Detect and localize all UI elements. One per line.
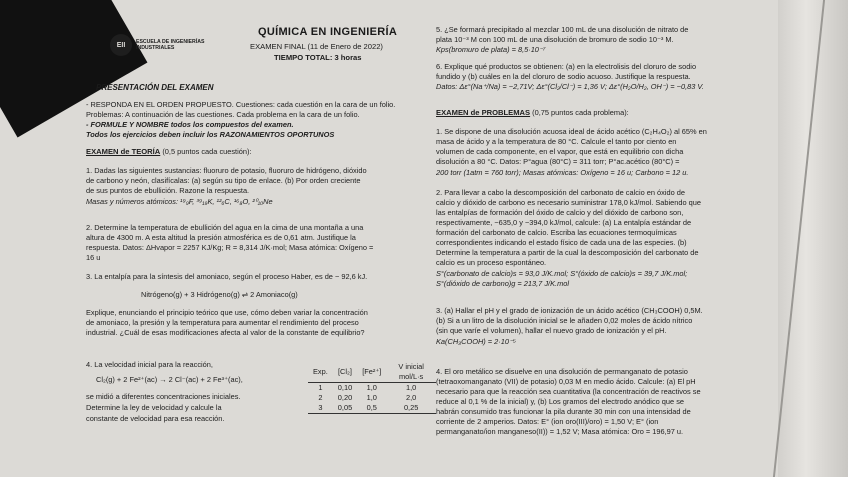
pres-line-1: - RESPONDA EN EL ORDEN PROPUESTO. Cuestiones: cada cuestión en la cara de un folio. [86, 100, 396, 109]
p4-line-b: (tetraoxomanganato (VII) de potasio) 0,03 M en medio ácido. Calcule: (a) El pH [436, 377, 696, 386]
q5-line-a: 5. ¿Se formará precipitado al mezclar 100 mL de una disolución de nitrato de [436, 25, 689, 34]
p1-line-b: masa de ácido y a la temperatura de 80 °C. Calcule el tanto por ciento en [436, 137, 677, 146]
q2-line-a: 2. Determine la temperatura de ebullición del agua en la cima de una montaña a una [86, 223, 364, 232]
q3-line-e: industrial. ¿Cuál de esas modificaciones afecta al valor de la constante de equilibrio? [86, 328, 365, 337]
table-row [308, 403, 436, 414]
pres-line-4: Todos los ejercicios deben incluir los RAZONAMIENTOS OPORTUNOS [86, 130, 335, 139]
table-cell: 0,25 [403, 403, 419, 412]
p1-line-e: 200 torr (1atm = 760 torr); Masas atómicas: Oxígeno = 16 u; Carbono = 12 u. [436, 168, 689, 177]
exam-page [58, 0, 798, 477]
p2-line-e: formación del carbonato de calcio. Escriba las ecuaciones termoquímicas [436, 228, 677, 237]
exam-time: TIEMPO TOTAL: 3 horas [274, 53, 362, 62]
p3-line-c: (sin que varíe el volumen), hallar el nuevo grado de ionización y el pH. [436, 326, 667, 335]
table-cell: 1,0 [366, 393, 377, 402]
p3-line-b: (b) Si a un litro de la disolución inicial se le añaden 0,02 moles de ácido nítrico [436, 316, 693, 325]
q1-line-a: 1. Dadas las siguientes sustancias: fluoruro de potasio, fluoruro de hidrógeno, dióxido [86, 166, 367, 175]
q3-line-d: de amoniaco, la presión y la temperatura para aumentar el rendimiento del proceso [86, 318, 359, 327]
table-cell: 0,20 [337, 393, 353, 402]
p2-line-i: S°(carbonato de calcio)s = 93,0 J/K.mol; S°(óxido de calcio)s = 39,7 J/K.mol; [436, 269, 688, 278]
p4-line-f: corriente de 2 amperios. Datos: E° (ion oro(III)/oro) = 1,50 V; E° (ion [436, 417, 659, 426]
table-cell: 0,05 [337, 403, 353, 412]
table-cell: 0,5 [366, 403, 377, 412]
q4-line-a: 4. La velocidad inicial para la reacción, [86, 360, 213, 369]
problems-heading: EXAMEN de PROBLEMAS [436, 108, 531, 117]
table-cell: 3 [318, 403, 323, 412]
table-cell: 1,0 [406, 383, 417, 392]
q3-equation: Nitrógeno(g) + 3 Hidrógeno(g) ⇌ 2 Amoniaco(g) [141, 290, 298, 299]
p4-line-e: habrán consumido tras funcionar la pila durante 30 min con una intensidad de [436, 407, 691, 416]
p1-line-a: 1. Se dispone de una disolución acuosa ideal de ácido acético (C₂H₄O₂) al 65% en [436, 127, 707, 136]
q3-line-c: Explique, enunciando el principio teórico que use, cómo deben variar la concentración [86, 308, 368, 317]
table-row [308, 393, 436, 403]
logo-text: ESCUELA DE INGENIERÍAS INDUSTRIALES [136, 39, 205, 51]
p3-line-d: Ka(CH₃COOH) = 2·10⁻⁵ [436, 337, 516, 346]
p2-line-d: respectivamente, −635,0 y −394,0 kJ/mol, calcule: (a) La entalpía estándar de [436, 218, 692, 227]
q5-line-c: Kps(bromuro de plata) = 8,5·10⁻⁷ [436, 45, 546, 54]
table-row [308, 383, 436, 394]
p3-line-a: 3. (a) Hallar el pH y el grado de ionización de un ácido acético (CH₃COOH) 0,5M. [436, 306, 703, 315]
p2-line-c: las entalpías de formación del óxido de calcio y del dióxido de carbono son, [436, 208, 684, 217]
table-cell: 1,0 [366, 383, 377, 392]
table-header: [Cl₂] [338, 367, 352, 376]
table-header: V inicial mol/L·s [398, 362, 424, 381]
p1-line-d: disolución a 80 °C. Datos: P°agua (80°C) = 311 torr; P°ac.acético (80°C) = [436, 157, 680, 166]
p4-line-g: permanganato/ion manganeso(II)) = 1,52 V; Masa atómica: Oro = 196,97 u. [436, 427, 684, 436]
q6-line-c: Datos: Δε°(Na⁺/Na) = −2,71V; Δε°(Cl₂/Cl⁻) = 1,36 V; Δε°(H₂O/H₂, OH⁻) = −0,83 V. [436, 82, 704, 91]
q4-equation: Cl₂(g) + 2 Fe²⁺(ac) → 2 Cl⁻(ac) + 2 Fe³⁺(ac), [96, 375, 243, 384]
theory-points: (0,5 puntos cada cuestión): [162, 147, 252, 156]
q6-line-a: 6. Explique qué productos se obtienen: (a) en la electrolisis del cloruro de sodio [436, 62, 697, 71]
school-logo [110, 34, 206, 56]
p2-line-h: calcio es un proceso espontáneo. [436, 258, 547, 267]
q3-line-a: 3. La entalpía para la síntesis del amoniaco, según el proceso Haber, es de − 92,6 kJ. [86, 272, 368, 281]
q2-line-d: 16 u [86, 253, 101, 262]
table-cell: 2,0 [406, 393, 417, 402]
problems-points: (0,75 puntos cada problema): [532, 108, 629, 117]
p2-line-f: correspondientes indicando el estado físico de cada una de las especies. (b) [436, 238, 687, 247]
q4-line-e: constante de velocidad para esa reacción. [86, 414, 225, 423]
exam-date: EXAMEN FINAL (11 de Enero de 2022) [250, 42, 383, 51]
theory-heading-line [86, 147, 251, 156]
exam-title: QUÍMICA EN INGENIERÍA [258, 26, 398, 38]
q5-line-b: plata 10⁻³ M con 100 mL de una disolución de bromuro de sodio 10⁻³ M. [436, 35, 674, 44]
p2-line-j: S°(dióxido de carbono)g = 213,7 J/K.mol [436, 279, 569, 288]
p4-line-a: 4. El oro metálico se disuelve en una disolución de permanganato de potasio [436, 367, 688, 376]
p2-line-b: calcio y dióxido de carbono es necesario suministrar 178,0 kJ/mol. Sabiendo que [436, 198, 701, 207]
table-cell: 0,10 [337, 383, 353, 392]
table-header-row [308, 362, 436, 383]
table-header: Exp. [313, 367, 328, 376]
p2-line-a: 2. Para llevar a cabo la descomposición del carbonato de calcio en óxido de [436, 188, 685, 197]
q1-line-b: de carbono y neón, clasifícalas: (a) según su tipo de enlace. (b) Por orden creciente [86, 176, 361, 185]
q4-line-c: se midió a diferentes concentraciones iniciales. [86, 392, 241, 401]
theory-heading: EXAMEN de TEORÍA [86, 147, 161, 156]
p4-line-c: necesario para que la reacción sea cuantitativa (la concentración de reactivos se [436, 387, 701, 396]
q4-line-d: Determine la ley de velocidad y calcule la [86, 403, 222, 412]
q1-line-d: Masas y números atómicos: ¹⁹₉F, ³⁹₁₉K, ¹²₆C, ¹⁶₈O, ²⁰₁₀Ne [86, 197, 273, 206]
problems-heading-line [436, 108, 629, 117]
p2-line-g: Determine la temperatura a partir de la cual la descomposición del carbonato de [436, 248, 699, 257]
logo-mark-icon: EII [110, 34, 132, 56]
p4-line-d: reduce al 0,1 % de la inicial) y, (b) Los gramos del electrodo anódico que se [436, 397, 684, 406]
table-cell: 1 [318, 383, 323, 392]
p1-line-c: volumen de cada componente, en el vapor, que está en equilibrio con dicha [436, 147, 684, 156]
q1-line-c: de sus puntos de ebullición. Razone la respuesta. [86, 186, 250, 195]
pres-line-3: - FORMULE Y NOMBRE todos los compuestos del examen. [86, 120, 294, 129]
presentation-heading: PRESENTACIÓN DEL EXAMEN [96, 83, 214, 92]
rate-table [308, 362, 436, 414]
table-header: [Fe²⁺] [362, 367, 382, 376]
pres-line-2: Problemas: A continuación de las cuestiones. Cada problema en la cara de un folio. [86, 110, 360, 119]
table-cell: 2 [318, 393, 323, 402]
q2-line-b: altura de 4300 m. A esta altitud la presión atmosférica es de 0,61 atm. Justifique la [86, 233, 356, 242]
q6-line-b: fundido y (b) cuáles en la del cloruro de sodio acuoso. Justifique la respuesta. [436, 72, 691, 81]
q2-line-c: respuesta. Datos: ΔHvapor = 2257 KJ/Kg; R = 8,314 J/K·mol; Masa atómica: Oxígeno = [86, 243, 374, 252]
